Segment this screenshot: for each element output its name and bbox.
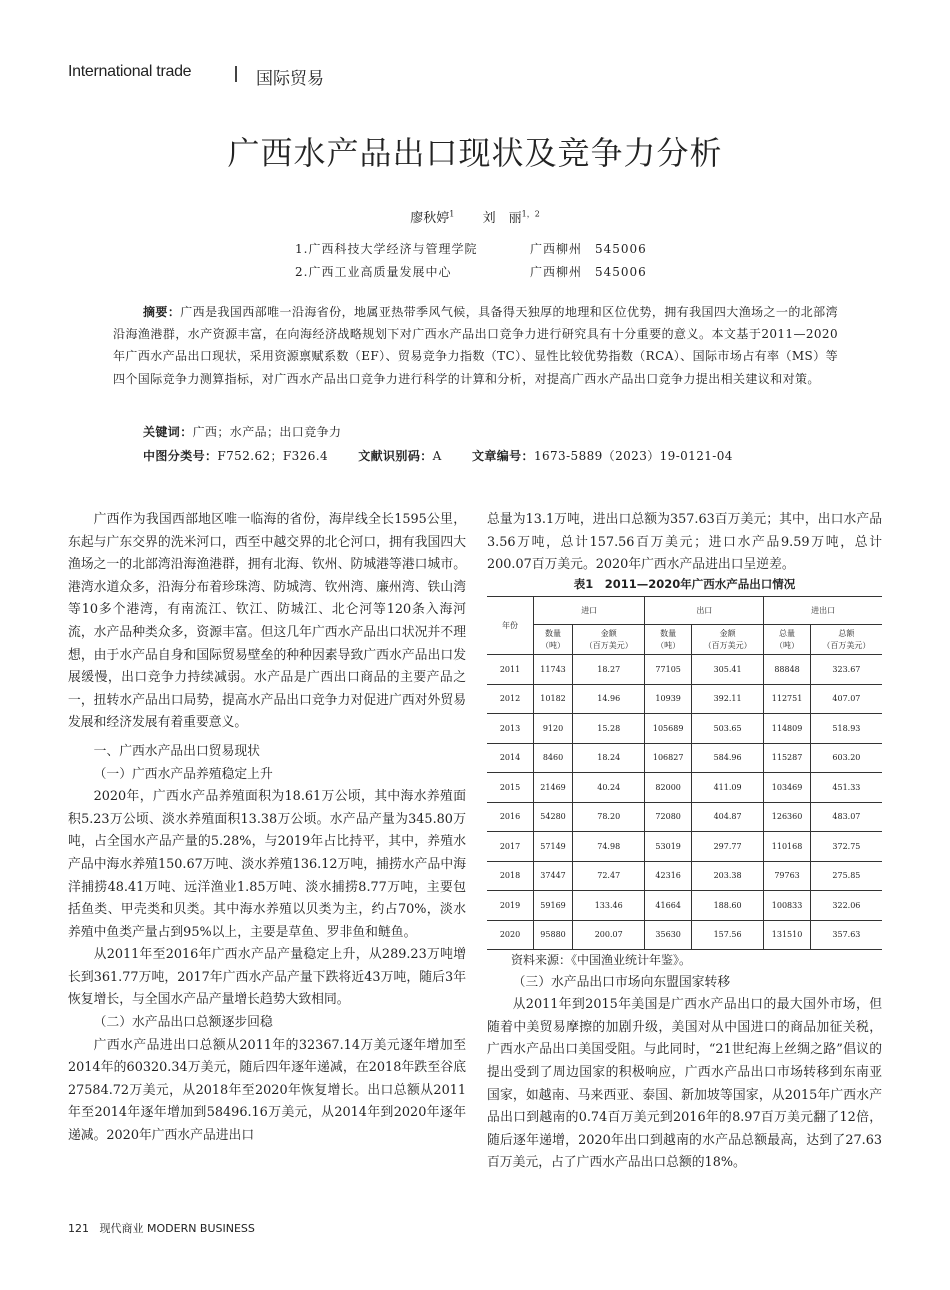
table-cell-year: 2011 [487,655,534,685]
author-affiliation-mark: 1 [449,209,455,219]
paper-title: 广西水产品出口现状及竞争力分析 [227,134,723,172]
table-cell: 105689 [645,714,692,744]
table-cell: 77105 [645,655,692,685]
table-cell-year: 2015 [487,773,534,803]
table-cell: 11743 [534,655,573,685]
table-cell: 203.38 [691,861,763,891]
table-cell: 41664 [645,891,692,921]
table-cell: 407.07 [810,684,882,714]
table-subheader [645,625,692,655]
section-label-zh: 国际贸易 [256,69,324,89]
table-row [487,891,882,921]
table-subheader-unit: （百万美元） [584,640,633,650]
table-row [487,920,882,950]
table-row [487,802,882,832]
table-subheader-unit: （吨） [541,640,566,650]
page-footer [68,1220,255,1236]
body-paragraph: 总量为13.1万吨，进出口总额为357.63百万美元；其中，出口水产品3.56万吨，总计157.56百万美元；进口水产品9.59万吨，总计200.07百万美元。2020年广西水产品进出口呈逆差。 [487,512,882,573]
subsection-heading: （二）水产品出口总额逐步回稳 [93,1015,273,1031]
table-cell: 157.56 [691,920,763,950]
table-subheader-label: 总量 [779,628,796,638]
table-cell: 503.65 [691,714,763,744]
table-subheader-unit: （吨） [775,640,800,650]
table-cell: 82000 [645,773,692,803]
table-cell: 8460 [534,743,573,773]
table-cell-year: 2018 [487,861,534,891]
affiliation-city: 广西柳州 545006 [530,242,647,256]
table-cell: 40.24 [573,773,645,803]
table-subheader-label: 总额 [838,628,855,638]
table-cell: 54280 [534,802,573,832]
clc-value: F752.62；F326.4 [217,449,329,463]
body-paragraph: 广西作为我国西部地区唯一临海的省份，海岸线全长1595公里，东起与广东交界的洗米河口，西至中越交界的北仑河口，拥有我国四大渔场之一的北部湾沿海渔港群，拥有北海、钦州、防城港等港口城市。港湾水道众多，沿海分布着珍珠湾、防城湾、钦州湾、廉州湾、铁山湾等10多个港湾，有南流江、钦江、防城江、北仑河等120条入海河流，水产品种类众多，资源丰富。但这几年广西水产品出口状况并不理想，由于水产品自身和国际贸易壁垒的种种因素导致广西水产品出口发展缓慢，出口竞争力持续减弱。水产品是广西出口商品的主要产品之一，扭转水产品出口局势，提高水产品出口竞争力对促进广西对外贸易发展和经济发展有着重要意义。 [68,512,466,731]
author-line [0,207,950,226]
table-source-note: 资料来源：《中国渔业统计年鉴》。 [511,953,692,967]
table-cell: 57149 [534,832,573,862]
table-cell: 78.20 [573,802,645,832]
table-cell: 95880 [534,920,573,950]
table-subheader [764,625,811,655]
table-cell-year: 2019 [487,891,534,921]
table-cell: 10182 [534,684,573,714]
table-cell: 10939 [645,684,692,714]
table-cell: 131510 [764,920,811,950]
table-cell-year: 2012 [487,684,534,714]
table-subheader-unit: （百万美元） [703,640,752,650]
table-subheader-unit: （吨） [656,640,681,650]
body-paragraph: 从2011年到2015年美国是广西水产品出口的最大国外市场，但随着中美贸易摩擦的加剧升级，美国对从中国进口的商品加征关税，广西水产品出口美国受阻。与此同时，“21世纪海上丝绸之路”倡议的提出受到了周边国家的积极响应，广西水产品出口市场转移到东南亚国家，如越南、马来西亚、泰国、新加坡等国家，从2015年广西水产品出口到越南的0.74百万美元到2016年的8.97百万美元翻了12倍，随后逐年递增，2020年出口到越南的水产品总额最高，达到了27.63百万美元，占了广西水产品出口总额的18%。 [487,997,882,1171]
table-cell: 483.07 [810,802,882,832]
body-paragraph: 从2011年至2016年广西水产品产量稳定上升，从289.23万吨增长到361.77万吨，2017年广西水产品产量下跌将近43万吨，随后3年恢复增长，与全国水产品产量增长趋势大致相同。 [68,947,466,1008]
section-heading: 一、广西水产品出口贸易现状 [93,743,260,759]
table-cell: 200.07 [573,920,645,950]
author-name: 刘 丽 [482,211,522,226]
subsection-heading: （一）广西水产品养殖稳定上升 [93,766,273,782]
table-row [487,743,882,773]
table-cell: 15.28 [573,714,645,744]
doc-code-label: 文献识别码： [358,449,433,463]
table-cell: 21469 [534,773,573,803]
table-subheader-label: 金额 [600,628,617,638]
table-cell: 110168 [764,832,811,862]
affiliation-org: 1.广西科技大学经济与管理学院 [295,242,478,256]
table-cell: 322.06 [810,891,882,921]
body-right-lower [487,949,882,1175]
table-cell-year: 2020 [487,920,534,950]
table-cell: 126360 [764,802,811,832]
table-cell: 603.20 [810,743,882,773]
table-cell: 103469 [764,773,811,803]
table-subheader [810,625,882,655]
body-left-column [68,509,466,1148]
clc-label: 中图分类号： [143,449,218,463]
table-subheader-label: 数量 [660,628,677,638]
header-divider [235,66,237,82]
table-subheader-label: 数量 [545,628,562,638]
affiliation-org: 2.广西工业高质量发展中心 [295,265,452,279]
table-cell: 357.63 [810,920,882,950]
abstract-text: 广西是我国西部唯一沿海省份，地属亚热带季风气候，具备得天独厚的地理和区位优势，拥有我国四大渔场之一的北部湾沿海渔港群，水产资源丰富，在向海经济战略规划下对广西水产品出口竞争力进行研究具有十分重要的意义。本文基于2011—2020年广西水产品出口现状，采用资源禀赋系数（EF）、贸易竞争力指数（TC）、显性比较优势指数（RCA）、国际市场占有率（MS）等四个国际竞争力测算指标，对广西水产品出口竞争力进行科学的计算和分析，对提高广西水产品出口竞争力提出相关建议和对策。 [113,305,838,386]
table-cell: 518.93 [810,714,882,744]
classification-line [143,447,759,464]
article-number-value: 1673-5889（2023）19-0121-04 [533,449,733,463]
table-cell: 392.11 [691,684,763,714]
table-cell: 88848 [764,655,811,685]
table-cell: 100833 [764,891,811,921]
author-affiliation-mark: 1，2 [521,209,540,219]
keywords-label: 关键词： [143,425,193,439]
table-cell: 53019 [645,832,692,862]
table-cell: 18.24 [573,743,645,773]
journal-name: 现代商业 MODERN BUSINESS [99,1222,255,1235]
author-name: 廖秋婷 [410,211,450,226]
table-cell: 18.27 [573,655,645,685]
doc-code-value: A [432,449,442,463]
table-subheader [691,625,763,655]
affiliation [295,263,647,280]
table-cell: 188.60 [691,891,763,921]
section-label-en: International trade [68,63,192,80]
table-group-header: 进出口 [764,597,882,625]
table-cell: 79763 [764,861,811,891]
table-cell: 323.67 [810,655,882,685]
table-cell: 584.96 [691,743,763,773]
table-cell-year: 2016 [487,802,534,832]
body-paragraph: 广西水产品进出口总额从2011年的32367.14万美元逐年增加至2014年的60320.34万美元，随后四年逐年递减，在2018年跌至谷底27584.72万美元，从2018年至2020年恢复增长。出口总额从2011年至2014年逐年增加到58496.16万美元，从2014年到2020年逐年递减。2020年广西水产品进出口 [68,1037,466,1144]
table-cell: 404.87 [691,802,763,832]
table-cell: 133.46 [573,891,645,921]
table-cell: 372.75 [810,832,882,862]
affiliation [295,240,647,257]
table-cell: 9120 [534,714,573,744]
table-cell: 14.96 [573,684,645,714]
article-number-label: 文章编号： [471,449,534,463]
table-group-header: 出口 [645,597,764,625]
abstract-label: 摘要： [143,305,181,319]
table-subheader [534,625,573,655]
subsection-heading: （三）水产品出口市场向东盟国家转移 [512,974,731,990]
table-cell: 35630 [645,920,692,950]
export-data-table [487,596,882,950]
table-cell: 112751 [764,684,811,714]
table-cell-year: 2017 [487,832,534,862]
body-right-column [487,509,882,577]
table-cell: 411.09 [691,773,763,803]
table-cell: 451.33 [810,773,882,803]
table-caption: 表1 2011—2020年广西水产品出口情况 [573,577,796,591]
table-cell: 72.47 [573,861,645,891]
table-cell: 275.85 [810,861,882,891]
table-row [487,684,882,714]
table-cell-year: 2014 [487,743,534,773]
table-cell: 106827 [645,743,692,773]
table-cell: 59169 [534,891,573,921]
keywords [143,423,341,440]
table-subheader-unit: （百万美元） [822,640,871,650]
table-group-header: 进口 [534,597,645,625]
table-row [487,714,882,744]
table-cell: 297.77 [691,832,763,862]
abstract [113,301,838,390]
table-subheader [573,625,645,655]
table-header-year: 年份 [487,597,534,655]
table-row [487,832,882,862]
table-cell: 42316 [645,861,692,891]
body-paragraph: 2020年，广西水产品养殖面积为18.61万公顷，其中海水养殖面积5.23万公顷、淡水养殖面积13.38万公顷。水产品产量为345.80万吨，占全国水产品产量的5.28%，与2019年占比持平，其中，养殖水产品中海水养殖150.67万吨、淡水养殖136.12万吨，捕捞水产品中海洋捕捞48.41万吨、远洋渔业1.85万吨、淡水捕捞8.77万吨，主要包括鱼类、甲壳类和贝类。其中海水养殖以贝类为主，约占70%，淡水养殖中鱼类产量占到95%以上，主要是草鱼、罗非鱼和鲢鱼。 [68,789,466,940]
affiliation-city: 广西柳州 545006 [530,265,647,279]
table-cell: 305.41 [691,655,763,685]
table-cell: 114809 [764,714,811,744]
table-cell: 74.98 [573,832,645,862]
table-cell: 72080 [645,802,692,832]
keywords-text: 广西；水产品；出口竞争力 [192,425,342,439]
table-row [487,655,882,685]
table-subheader-label: 金额 [719,628,736,638]
table-cell: 37447 [534,861,573,891]
table-row [487,773,882,803]
table-cell-year: 2013 [487,714,534,744]
table-cell: 115287 [764,743,811,773]
page-number: 121 [68,1222,89,1235]
table-row [487,861,882,891]
